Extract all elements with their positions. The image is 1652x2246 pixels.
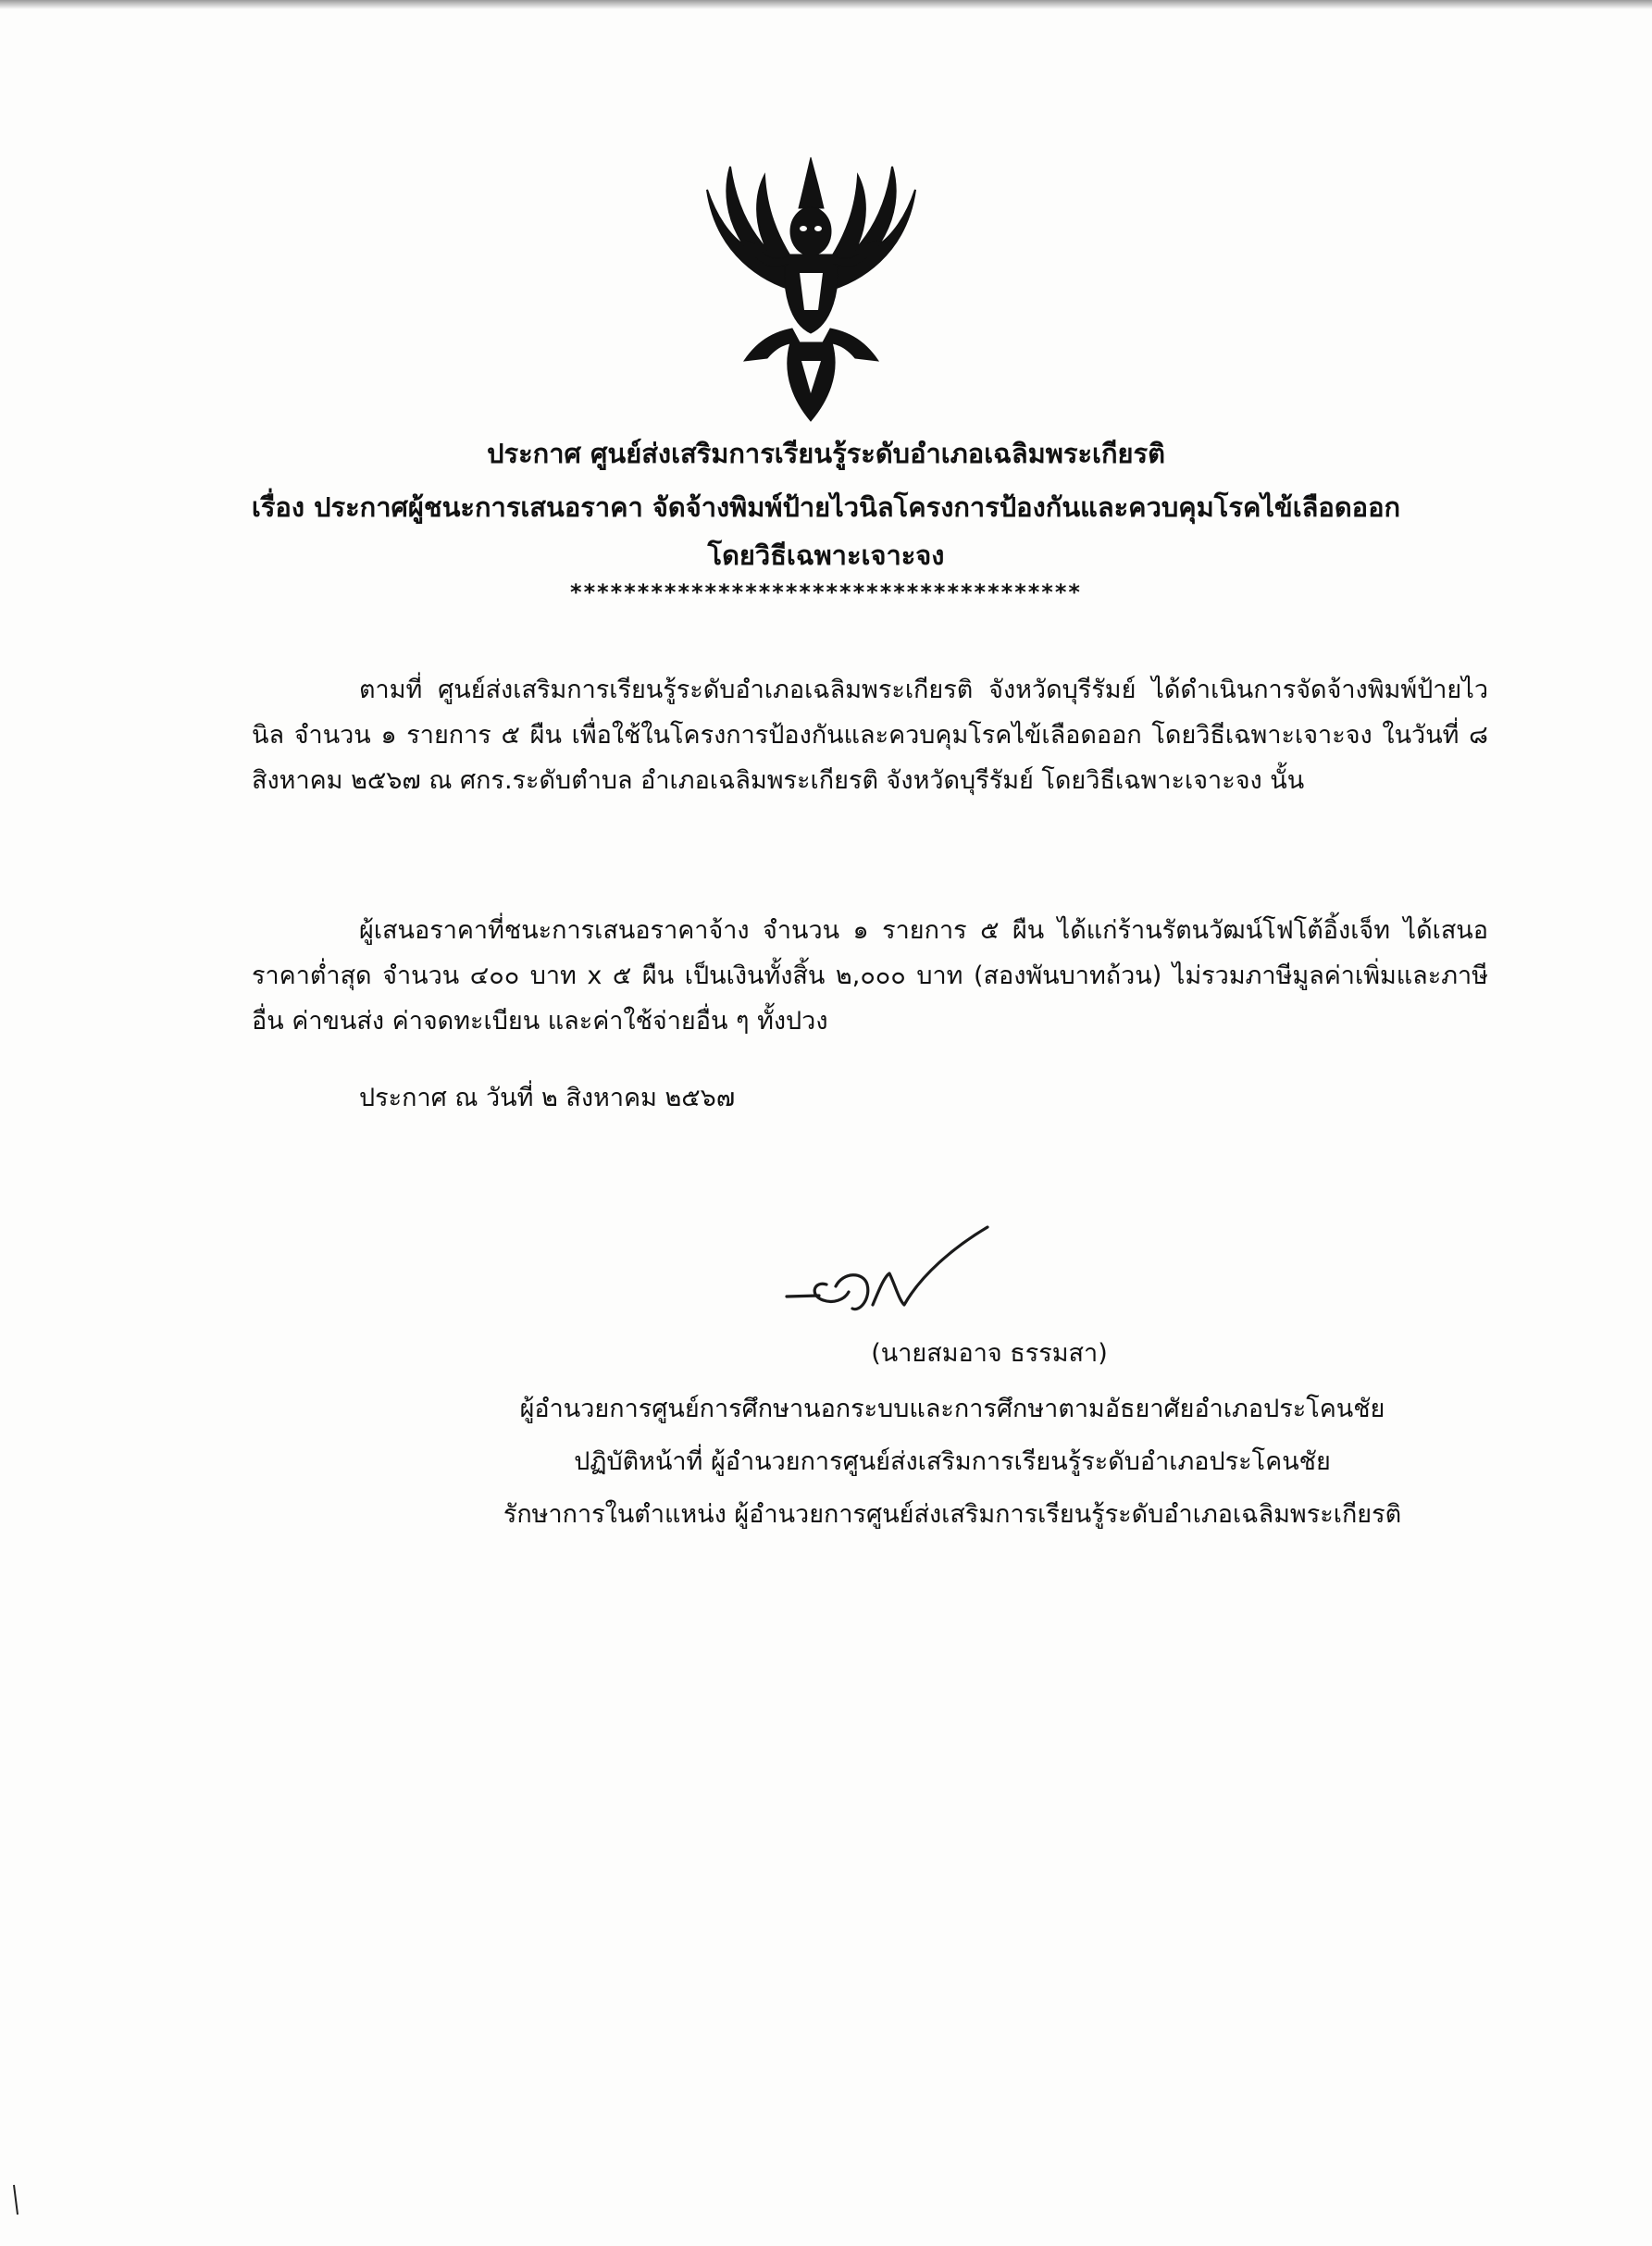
signatory-name: (นายสมอาจ ธรรมสา) xyxy=(871,1339,1108,1368)
announcement-method: โดยวิธีเฉพาะเจาะจง xyxy=(707,540,945,571)
announcement-subject: เรื่อง ประกาศผู้ชนะการเสนอราคา จัดจ้างพิมพ์ป้ายไวนิลโครงการป้องกันและควบคุมโรคไข้เลือดออก xyxy=(251,491,1401,523)
paragraph-winner: ผู้เสนอราคาที่ชนะการเสนอราคาจ้าง จำนวน ๑ รายการ ๕ ผืน ได้แก่ร้านรัตนวัฒน์โฟโต้อิ้งเจ็ท ได้เสนอราคาต่ำสุด จำนวน ๔๐๐ บาท x ๕ ผืน เป็นเงินทั้งสิ้น ๒,๐๐๐ บาท (สองพันบาทถ้วน) ไม่รวมภาษีมูลค่าเพิ่มและภาษีอื่น ค่าขนส่ง ค่าจดทะเบียน และค่าใช้จ่ายอื่น ๆ ทั้งปวง xyxy=(252,916,1488,1036)
signatory-position-3: รักษาการในตำแหน่ง ผู้อำนวยการศูนย์ส่งเสริมการเรียนรู้ระดับอำเภอเฉลิมพระเกียรติ xyxy=(503,1500,1402,1529)
announcement-title: ประกาศ ศูนย์ส่งเสริมการเรียนรู้ระดับอำเภอเฉลิมพระเกียรติ xyxy=(487,438,1165,469)
paragraph-procurement: ตามที่ ศูนย์ส่งเสริมการเรียนรู้ระดับอำเภอเฉลิมพระเกียรติ จังหวัดบุรีรัมย์ ได้ดำเนินการจัดจ้างพิมพ์ป้ายไวนิล จำนวน ๑ รายการ ๕ ผืน เพื่อใช้ในโครงการป้องกันและควบคุมโรคไข้เลือดออก โดยวิธีเฉพาะเจาะจง ในวันที่ ๘ สิงหาคม ๒๕๖๗ ณ ศกร.ระดับตำบล อำเภอเฉลิมพระเกียรติ จังหวัดบุรีรัมย์ โดยวิธีเฉพาะเจาะจง นั้น xyxy=(252,676,1488,795)
scan-edge xyxy=(0,0,1652,9)
garuda-emblem-icon xyxy=(689,153,934,426)
scan-mark xyxy=(13,2184,19,2215)
signatory-position-2: ปฏิบัติหน้าที่ ผู้อำนวยการศูนย์ส่งเสริมการเรียนรู้ระดับอำเภอประโคนชัย xyxy=(574,1447,1331,1476)
signatory-position-1: ผู้อำนวยการศูนย์การศึกษานอกระบบและการศึกษาตามอัธยาศัยอำเภอประโคนชัย xyxy=(519,1395,1385,1423)
announcement-date: ประกาศ ณ วันที่ ๒ สิงหาคม ๒๕๖๗ xyxy=(359,1084,736,1112)
handwritten-signature-icon xyxy=(782,1220,995,1331)
title-separator: ************************************** xyxy=(570,579,1082,605)
